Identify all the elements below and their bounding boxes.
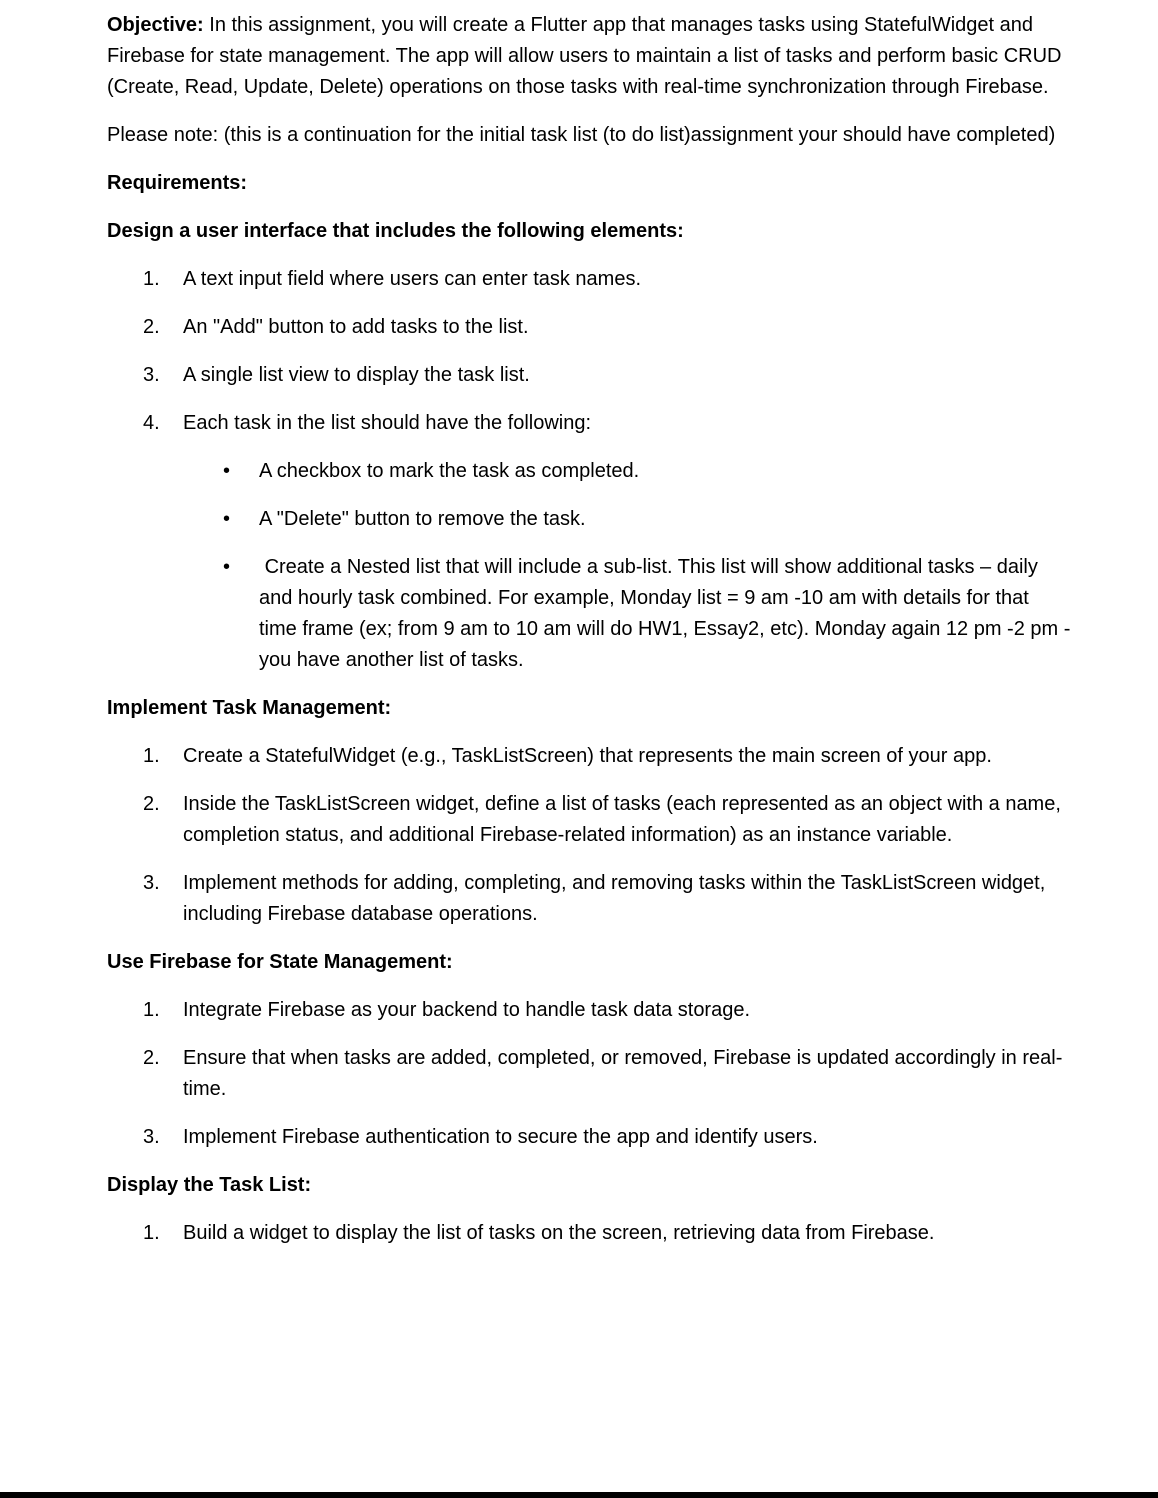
list-item-text: Each task in the list should have the following: [183, 412, 592, 434]
list-item [107, 741, 1072, 772]
list-item [107, 868, 1072, 930]
requirements-heading: Requirements: [107, 172, 248, 194]
list-item [107, 312, 1072, 343]
design-ui-heading: Design a user interface that includes the following elements: [107, 220, 684, 242]
list-item-text: Inside the TaskListScreen widget, define a list of tasks (each represented as an object with a name, completion status, and additional Firebase-related information) as an instance variable. [183, 793, 1061, 846]
objective-label: Objective: [107, 14, 204, 36]
list-item-text: An "Add" button to add tasks to the list. [183, 316, 529, 338]
bullet-marker: • [223, 556, 231, 578]
list-item [107, 1043, 1072, 1105]
list-item [107, 1218, 1072, 1249]
list-item [107, 408, 1076, 676]
firebase-state-heading: Use Firebase for State Management: [107, 951, 453, 973]
list-number: 2. [143, 316, 160, 338]
list-number: 3. [143, 1126, 160, 1148]
bullet-marker: • [223, 508, 231, 530]
list-number: 3. [143, 872, 160, 894]
task-features-sublist [183, 456, 1076, 676]
list-item [107, 360, 1072, 391]
task-management-list [107, 741, 1072, 930]
list-number: 1. [143, 268, 160, 290]
sub-list-item-text: A checkbox to mark the task as completed. [259, 460, 640, 482]
objective-paragraph [107, 10, 1072, 103]
list-item [107, 995, 1072, 1026]
list-number: 2. [143, 1047, 160, 1069]
list-item [107, 264, 1072, 295]
sub-list-item [183, 552, 1076, 676]
display-list-heading: Display the Task List: [107, 1174, 312, 1196]
list-item-text: Integrate Firebase as your backend to handle task data storage. [183, 999, 751, 1021]
list-number: 1. [143, 745, 160, 767]
note-paragraph: Please note: (this is a continuation for the initial task list (to do list)assignment your should have completed) [107, 124, 1056, 146]
list-number: 1. [143, 999, 160, 1021]
list-number: 2. [143, 793, 160, 815]
list-item-text: A text input field where users can enter task names. [183, 268, 642, 290]
list-item-text: A single list view to display the task list. [183, 364, 530, 386]
list-item-text: Ensure that when tasks are added, completed, or removed, Firebase is updated accordingly in real-time. [183, 1047, 1063, 1100]
objective-text: In this assignment, you will create a Flutter app that manages tasks using StatefulWidget and Firebase for state management. The app will allow users to maintain a list of tasks and perform basic CRUD (Create, Read, Update, Delete) operations on those tasks with real-time synchronization through Firebase. [107, 14, 1062, 98]
list-number: 3. [143, 364, 160, 386]
list-number: 1. [143, 1222, 160, 1244]
sub-list-item [183, 504, 1072, 535]
sub-list-item [183, 456, 1072, 487]
list-item-text: Implement Firebase authentication to secure the app and identify users. [183, 1126, 818, 1148]
bottom-divider [0, 1492, 1158, 1498]
display-list-list [107, 1218, 1072, 1249]
list-number: 4. [143, 412, 160, 434]
list-item-text: Create a StatefulWidget (e.g., TaskListScreen) that represents the main screen of your app. [183, 745, 992, 767]
list-item-text: Implement methods for adding, completing, and removing tasks within the TaskListScreen widget, including Firebase database operations. [183, 872, 1046, 925]
list-item [107, 789, 1072, 851]
document-page [107, 10, 1076, 1266]
sub-list-item-text: Create a Nested list that will include a sub-list. This list will show additional tasks – daily and hourly task combined. For example, Monday list = 9 am -10 am with details for that time frame (ex; from 9 am to 10 am will do HW1, Essay2, etc). Monday again 12 pm -2 pm - you have another list of tasks. [259, 556, 1076, 671]
list-item [107, 1122, 1072, 1153]
task-management-heading: Implement Task Management: [107, 697, 392, 719]
design-ui-list [107, 264, 1076, 676]
list-item-text: Build a widget to display the list of tasks on the screen, retrieving data from Firebase. [183, 1222, 935, 1244]
sub-list-item-text: A "Delete" button to remove the task. [259, 508, 586, 530]
firebase-state-list [107, 995, 1072, 1153]
bullet-marker: • [223, 460, 231, 482]
